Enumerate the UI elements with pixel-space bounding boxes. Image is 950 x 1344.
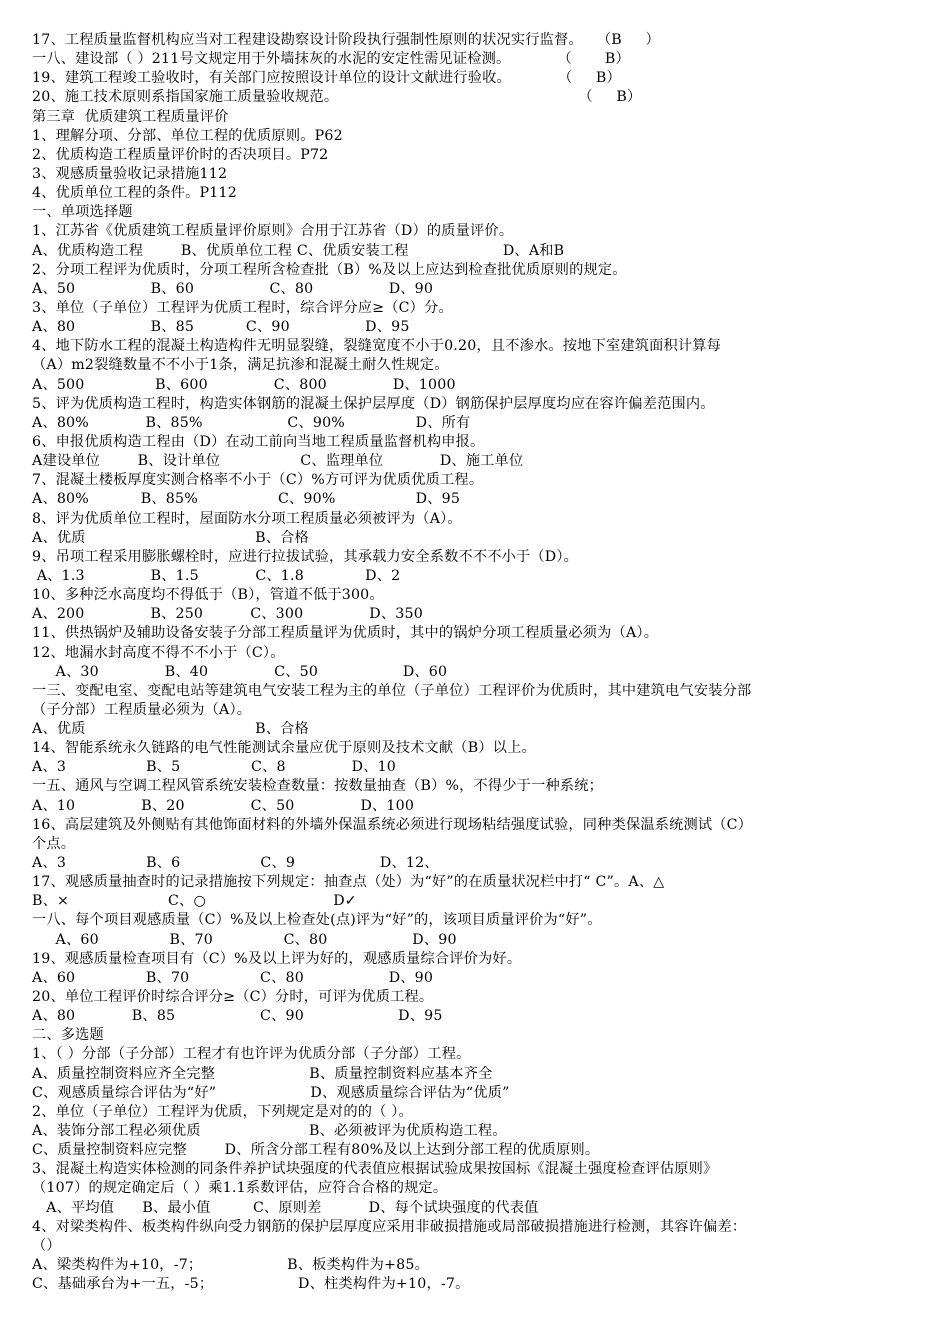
text-line: B、× C、○ D✓ bbox=[32, 893, 357, 910]
text-line: 2、分项工程评为优质时，分项工程所含检查批（B）%及以上应达到检查批优质原则的规定。 bbox=[32, 261, 627, 278]
text-line: 7、混凝土楼板厚度实测合格率不小于（C）%方可评为优质优质工程。 bbox=[32, 472, 484, 489]
text-line: 16、高层建筑及外侧贴有其他饰面材料的外墙外保温系统必须进行现场粘结强度试验，同种类保温系统测试（C） bbox=[32, 816, 753, 833]
text-line: 14、智能系统永久链路的电气性能测试余量应优于原则及技术文献（B）以上。 bbox=[32, 740, 536, 757]
text-line: 11、供热锅炉及辅助设备安装子分部工程质量评为优质时，其中的锅炉分项工程质量必须为（A）。 bbox=[32, 625, 659, 642]
text-line: 12、地漏水封高度不得不不小于（C）。 bbox=[32, 644, 285, 661]
text-line: 2、单位（子单位）工程评为优质，下列规定是对的的（ ）。 bbox=[32, 1103, 413, 1120]
text-line: 17、工程质量监督机构应当对工程建设勘察设计阶段执行强制性原则的状况实行监督。 （B ） bbox=[32, 32, 660, 48]
text-line: A、优质 B、合格 bbox=[32, 529, 309, 546]
text-line: A、平均值 B、最小值 C、原则差 D、每个试块强度的代表值 bbox=[32, 1199, 539, 1216]
text-line: 9、吊项工程采用膨胀螺栓时，应进行拉拔试验，其承载力安全系数不不不小于（D）。 bbox=[32, 548, 579, 565]
text-line: 4、优质单位工程的条件。P112 bbox=[32, 185, 237, 202]
text-line: A、50 B、60 C、80 D、90 bbox=[32, 280, 434, 297]
text-line: 10、多种泛水高度均不得低于（B），管道不低于300。 bbox=[32, 587, 384, 604]
text-line: C、基础承台为+一五，-5； D、柱类构件为+10，-7。 bbox=[32, 1276, 470, 1293]
text-line: A、80% B、85% C、90% D、所有 bbox=[32, 414, 471, 431]
text-line: A、质量控制资料应齐全完整 B、质量控制资料应基本齐全 bbox=[32, 1065, 493, 1082]
text-line: 5、评为优质构造工程时，构造实体钢筋的混凝土保护层厚度（D）钢筋保护层厚度均应在容许偏差范围内。 bbox=[32, 395, 715, 412]
text-line: （子分部）工程质量必须为（A）。 bbox=[32, 701, 252, 718]
text-line: 一八、建设部（ ）211号文规定用于外墙抹灰的水泥的安定性需见证检测。 （ B） bbox=[32, 51, 630, 68]
text-line: （） bbox=[32, 1237, 61, 1254]
text-line: A、3 B、6 C、9 D、12、 bbox=[32, 855, 439, 872]
text-line: 一三、变配电室、变配电站等建筑电气安装工程为主的单位（子单位）工程评价为优质时，其中建筑电气安装分部 bbox=[32, 682, 752, 699]
text-line: （107）的规定确定后（ ）乘1.1系数评估，应符合合格的规定。 bbox=[32, 1180, 448, 1197]
text-line: A、3 B、5 C、8 D、10 bbox=[32, 759, 397, 776]
text-line: C、观感质量综合评估为“好” D、观感质量综合评估为“优质” bbox=[32, 1084, 510, 1101]
text-line: （A）m2裂缝数量不不小于1条，满足抗渗和混凝土耐久性规定。 bbox=[32, 357, 449, 374]
text-line: A、梁类构件为+10，-7； B、板类构件为+85。 bbox=[32, 1257, 429, 1273]
text-line: A、10 B、20 C、50 D、100 bbox=[32, 797, 415, 814]
text-line: A、200 B、250 C、300 D、350 bbox=[32, 606, 423, 623]
text-line: 2、优质构造工程质量评价时的否决项目。P72 bbox=[32, 146, 329, 163]
text-line: 个点。 bbox=[32, 835, 76, 852]
text-line: 20、施工技术原则系指国家施工质量验收规范。 （ B） bbox=[32, 89, 642, 106]
text-line: 1、理解分项、分部、单位工程的优质原则。P62 bbox=[32, 127, 343, 144]
text-line: C、质量控制资料应完整 D、所含分部工程有80%及以上达到分部工程的优质原则。 bbox=[32, 1142, 600, 1159]
text-line: 二、多选题 bbox=[32, 1027, 104, 1044]
text-line: 1、（ ）分部（子分部）工程才有也许评为优质分部（子分部）工程。 bbox=[32, 1046, 471, 1063]
text-line: 19、观感质量检查项目有（C）%及以上评为好的，观感质量综合评价为好。 bbox=[32, 950, 522, 967]
text-line: A、80 B、85 C、90 D、95 bbox=[32, 1008, 443, 1025]
text-line: 3、单位（子单位）工程评为优质工程时，综合评分应≥（C）分。 bbox=[32, 299, 453, 316]
text-line: A、500 B、600 C、800 D、1000 bbox=[32, 376, 456, 393]
text-line: A、1.3 B、1.5 C、1.8 D、2 bbox=[32, 567, 401, 584]
text-line: 3、观感质量验收记录措施112 bbox=[32, 165, 228, 182]
text-line: A、30 B、40 C、50 D、60 bbox=[32, 663, 448, 680]
text-line: 一、单项选择题 bbox=[32, 204, 133, 221]
text-line: 6、申报优质构造工程由（D）在动工前向当地工程质量监督机构申报。 bbox=[32, 433, 485, 450]
text-line: 20、单位工程评价时综合评分≥（C）分时，可评为优质工程。 bbox=[32, 989, 434, 1006]
text-line: 一八、每个项目观感质量（C）%及以上检查处(点)评为“好”的，该项目质量评价为“好”。 bbox=[32, 912, 602, 929]
text-line: 19、建筑工程竣工验收时，有关部门应按照设计单位的设计文献进行验收。 （ B） bbox=[32, 70, 621, 87]
text-line: 3、混凝土构造实体检测的同条件养护试块强度的代表值应根据试验成果按国标《混凝土强度检查评估原则》 bbox=[32, 1161, 718, 1178]
text-line: 4、地下防水工程的混凝土构造构件无明显裂缝，裂缝宽度不小于0.20，且不渗水。按地下室建筑面积计算每 bbox=[32, 338, 722, 355]
text-line: A、80% B、85% C、90% D、95 bbox=[32, 491, 461, 508]
text-line: 17、观感质量抽查时的记录措施按下列规定：抽查点（处）为“好”的在质量状况栏中打“ C”。A、△ bbox=[32, 874, 665, 891]
text-line: 一五、通风与空调工程风管系统安装检查数量：按数量抽查（B）%，不得少于一种系统； bbox=[32, 778, 604, 795]
text-line: 第三章 优质建筑工程质量评价 bbox=[32, 108, 229, 125]
text-line: A、60 B、70 C、80 D、90 bbox=[32, 969, 434, 986]
text-line: A、优质 B、合格 bbox=[32, 721, 309, 738]
text-line: 1、江苏省《优质建筑工程质量评价原则》合用于江苏省（D）的质量评价。 bbox=[32, 223, 514, 240]
text-line: A、80 B、85 C、90 D、95 bbox=[32, 319, 410, 336]
text-line: 4、对梁类构件、板类构件纵向受力钢筋的保护层厚度应采用非破损措施或局部破损措施进行检测，其容许偏差： bbox=[32, 1218, 747, 1235]
text-line: A、优质构造工程 B、优质单位工程 C、优质安装工程 D、A和B bbox=[32, 242, 565, 259]
text-line: A建设单位 B、设计单位 C、监理单位 D、施工单位 bbox=[32, 453, 524, 470]
text-line: 8、评为优质单位工程时，屋面防水分项工程质量必须被评为（A）。 bbox=[32, 510, 462, 527]
text-line: A、60 B、70 C、80 D、90 bbox=[32, 931, 457, 948]
text-line: A、装饰分部工程必须优质 B、必须被评为优质构造工程。 bbox=[32, 1123, 507, 1140]
